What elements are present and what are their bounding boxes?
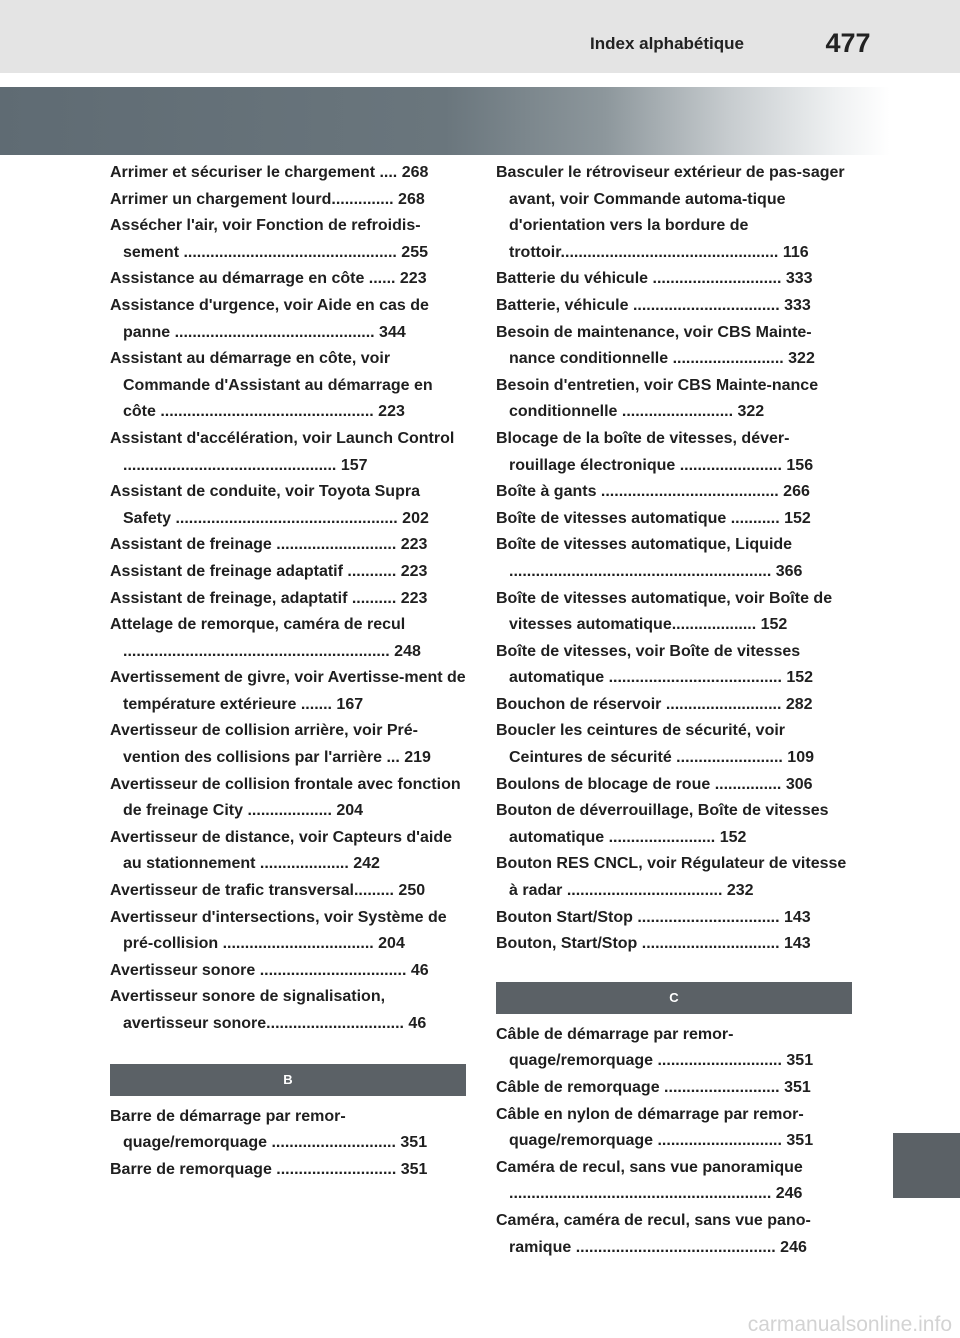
index-entry: Câble de remorquage .......................... 351 (496, 1079, 811, 1096)
index-list-c (496, 1022, 852, 1261)
watermark: carmanualsonline.info (747, 1313, 952, 1336)
index-entry: Assistant de freinage, adaptatif .......... 223 (110, 589, 428, 607)
index-entry: Assistance au démarrage en côte ...... 223 (110, 270, 427, 288)
index-entry: Câble de démarrage par remor-quage/remorquage ............................ 351 (496, 1025, 814, 1070)
index-column-right (496, 160, 852, 1261)
index-entry: Assistance d'urgence, voir Aide en cas de panne ............................................. 344 (110, 296, 429, 341)
index-entry: Caméra, caméra de recul, sans vue pano-ramique ............................................. 246 (496, 1211, 811, 1256)
header-banner (0, 87, 890, 155)
index-entry: Assistant au démarrage en côte, voir Commande d'Assistant au démarrage en côte ................................................ 223 (110, 350, 433, 421)
index-entry: Avertisseur d'intersections, voir Système de pré-collision .................................. 204 (110, 908, 447, 953)
index-entry: Assistant de freinage ........................... 223 (110, 536, 428, 554)
index-entry: Boîte de vitesses, voir Boîte de vitesses automatique ....................................... 152 (496, 642, 814, 687)
index-entry: Avertisseur sonore ................................. 46 (110, 961, 429, 979)
index-entry: Attelage de remorque, caméra de recul ............................................................ 248 (110, 616, 421, 660)
chapter-tab (893, 1133, 960, 1198)
index-entry: Caméra de recul, sans vue panoramique ........................................................... 246 (496, 1158, 803, 1203)
index-entry: Avertisseur de distance, voir Capteurs d'aide au stationnement .................... 242 (110, 828, 452, 873)
page-number: 477 (825, 28, 871, 58)
index-entry: Assistant de freinage adaptatif ........... 223 (110, 562, 428, 580)
index-entry: Arrimer un chargement lourd.............. 268 (110, 190, 425, 208)
index-entry: Boulons de blocage de roue ............... 306 (496, 775, 813, 793)
index-entry: Avertisseur de collision arrière, voir Pré-vention des collisions par l'arrière ... 219 (110, 722, 431, 767)
index-entry: Batterie, véhicule ................................. 333 (496, 296, 811, 314)
index-entry: Avertisseur de trafic transversal......... 250 (110, 882, 426, 900)
index-list-a (110, 160, 466, 1038)
index-entry: Boîte à gants ........................................ 266 (496, 483, 810, 501)
section-header-c: C (496, 982, 852, 1014)
index-entry: Besoin de maintenance, voir CBS Mainte-nance conditionnelle ......................... 322 (496, 323, 815, 368)
index-entry: Barre de remorquage ........................... 351 (110, 1160, 428, 1178)
index-entry: Boîte de vitesses automatique ........... 152 (496, 509, 811, 527)
index-entry: Avertisseur sonore de signalisation, avertisseur sonore............................... 46 (110, 988, 427, 1032)
section-title: Index alphabétique (590, 34, 744, 53)
index-column-left (110, 160, 466, 1183)
index-list-b (110, 1104, 466, 1184)
index-entry: Besoin d'entretien, voir CBS Mainte-nance conditionnelle ......................... 322 (496, 376, 819, 421)
index-entry: Blocage de la boîte de vitesses, déver-rouillage électronique ....................... 156 (496, 429, 814, 474)
index-entry: Assistant d'accélération, voir Launch Control ................................................ 157 (110, 429, 455, 474)
index-entry: Assécher l'air, voir Fonction de refroidis-sement ................................................ 255 (110, 217, 428, 261)
index-entry: Boîte de vitesses automatique, Liquide ........................................................... 366 (496, 536, 803, 580)
index-list-b-cont (496, 160, 852, 958)
index-entry: Câble en nylon de démarrage par remor-quage/remorquage ............................ 351 (496, 1105, 814, 1150)
index-entry: Bouton RES CNCL, voir Régulateur de vitesse à radar ................................... 232 (496, 855, 847, 900)
index-entry: Bouton de déverrouillage, Boîte de vitesses automatique ........................ 152 (496, 802, 829, 846)
index-entry: Arrimer et sécuriser le chargement .... 268 (110, 164, 429, 181)
index-entry: Assistant de conduite, voir Toyota Supra Safety .................................................. 202 (110, 483, 429, 527)
index-entry: Boîte de vitesses automatique, voir Boîte de vitesses automatique................... 152 (496, 589, 833, 634)
index-entry: Batterie du véhicule ............................. 333 (496, 270, 813, 288)
index-entry: Avertissement de givre, voir Avertisse-ment de température extérieure ....... 167 (110, 669, 466, 713)
index-entry: Avertisseur de collision frontale avec fonction de freinage City ................... 204 (110, 775, 461, 820)
index-entry: Barre de démarrage par remor-quage/remorquage ............................ 351 (110, 1107, 428, 1152)
index-entry: Bouton, Start/Stop ............................... 143 (496, 935, 811, 953)
index-entry: Boucler les ceintures de sécurité, voir Ceintures de sécurité ........................ 109 (496, 722, 814, 767)
section-header-b: B (110, 1064, 466, 1096)
index-entry: Bouton Start/Stop ................................ 143 (496, 908, 811, 926)
index-entry: Basculer le rétroviseur extérieur de pas-sager avant, voir Commande automa-tique d'orientation vers la bordure de trottoir................................................. 116 (496, 164, 845, 261)
index-entry: Bouchon de réservoir .......................... 282 (496, 695, 813, 713)
